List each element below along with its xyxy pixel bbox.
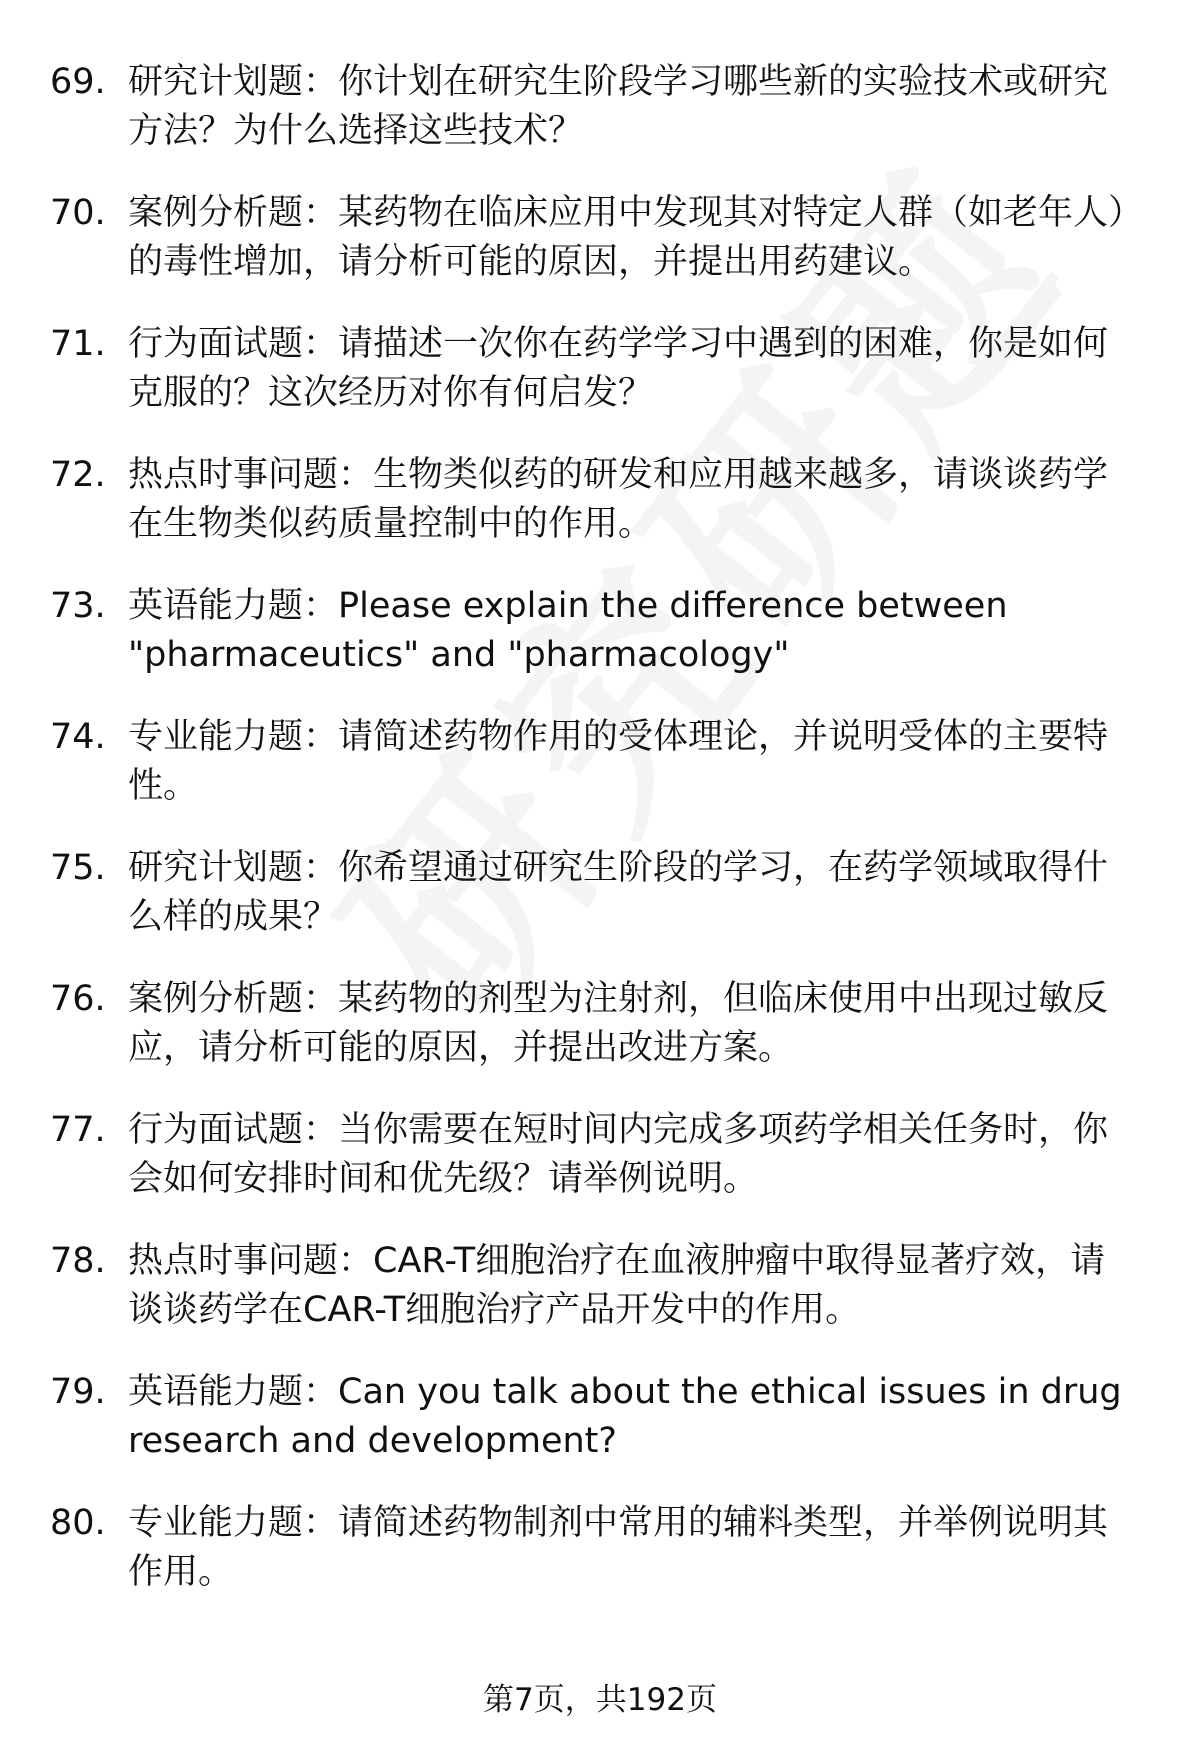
category-separator: ： xyxy=(303,1503,339,1543)
question-text: CAR-T细胞治疗在血液肿瘤中取得显著疗效，请谈谈药学在CAR-T细胞治疗产品开发中的作用。 xyxy=(128,1241,1106,1330)
question-number: 78. xyxy=(50,1241,106,1281)
category-separator: ： xyxy=(338,455,374,495)
question-item xyxy=(50,451,1140,549)
question-text: 某药物的剂型为注射剂，但临床使用中出现过敏反应，请分析可能的原因，并提出改进方案。 xyxy=(128,979,1109,1068)
question-text: 当你需要在短时间内完成多项药学相关任务时，你会如何安排时间和优先级？请举例说明。 xyxy=(128,1110,1109,1199)
question-category: 专业能力题 xyxy=(128,717,304,757)
question-item xyxy=(50,844,1140,942)
question-body xyxy=(128,844,1140,942)
question-number: 70. xyxy=(50,193,106,233)
category-separator: ： xyxy=(303,717,339,757)
question-number: 74. xyxy=(50,717,106,757)
question-category: 专业能力题 xyxy=(128,1503,304,1543)
question-body xyxy=(128,1499,1140,1597)
page-footer: 第7页，共192页 xyxy=(483,1682,717,1718)
question-body xyxy=(128,189,1140,287)
question-text: Can you talk about the ethical issues in drug research and development? xyxy=(128,1372,1122,1461)
question-item xyxy=(50,1368,1140,1466)
category-separator: ： xyxy=(303,586,339,626)
question-item xyxy=(50,713,1140,811)
question-category: 案例分析题 xyxy=(128,979,304,1019)
question-list xyxy=(50,58,1140,1630)
question-text: 某药物在临床应用中发现其对特定人群（如老年人）的毒性增加，请分析可能的原因，并提出用药建议。 xyxy=(128,193,1126,282)
question-number: 72. xyxy=(50,455,106,495)
category-separator: ： xyxy=(303,193,339,233)
question-text: 请描述一次你在药学学习中遇到的困难，你是如何克服的？这次经历对你有何启发？ xyxy=(128,324,1109,413)
question-category: 热点时事问题 xyxy=(128,455,339,495)
question-number: 69. xyxy=(50,62,106,102)
question-item xyxy=(50,582,1140,680)
question-item xyxy=(50,1106,1140,1204)
question-body xyxy=(128,713,1140,811)
question-category: 热点时事问题 xyxy=(128,1241,339,1281)
question-item xyxy=(50,320,1140,418)
question-category: 研究计划题 xyxy=(128,848,304,888)
question-body xyxy=(128,975,1140,1073)
question-item xyxy=(50,58,1140,156)
question-number: 75. xyxy=(50,848,106,888)
category-separator: ： xyxy=(303,979,339,1019)
question-category: 研究计划题 xyxy=(128,62,304,102)
question-category: 案例分析题 xyxy=(128,193,304,233)
question-body xyxy=(128,451,1140,549)
question-category: 英语能力题 xyxy=(128,586,304,626)
question-category: 英语能力题 xyxy=(128,1372,304,1412)
category-separator: ： xyxy=(303,62,339,102)
question-number: 76. xyxy=(50,979,106,1019)
question-item xyxy=(50,189,1140,287)
question-text: 你希望通过研究生阶段的学习，在药学领域取得什么样的成果？ xyxy=(128,848,1109,937)
question-item xyxy=(50,1237,1140,1335)
category-separator: ： xyxy=(303,1110,339,1150)
question-item xyxy=(50,1499,1140,1597)
question-number: 73. xyxy=(50,586,106,626)
question-item xyxy=(50,975,1140,1073)
question-body xyxy=(128,582,1140,680)
question-text: 请简述药物制剂中常用的辅料类型，并举例说明其作用。 xyxy=(128,1503,1109,1592)
question-text: 你计划在研究生阶段学习哪些新的实验技术或研究方法？为什么选择这些技术？ xyxy=(128,62,1109,151)
question-body xyxy=(128,58,1140,156)
category-separator: ： xyxy=(303,324,339,364)
question-category: 行为面试题 xyxy=(128,324,304,364)
category-separator: ： xyxy=(303,1372,339,1412)
question-number: 79. xyxy=(50,1372,106,1412)
question-text: 生物类似药的研发和应用越来越多，请谈谈药学在生物类似药质量控制中的作用。 xyxy=(128,455,1109,544)
category-separator: ： xyxy=(303,848,339,888)
question-text: Please explain the difference between "pharmaceutics" and "pharmacology" xyxy=(128,586,1008,675)
question-number: 71. xyxy=(50,324,106,364)
question-body xyxy=(128,1106,1140,1204)
question-body xyxy=(128,1237,1140,1335)
question-body xyxy=(128,320,1140,418)
question-number: 77. xyxy=(50,1110,106,1150)
question-body xyxy=(128,1368,1140,1466)
question-category: 行为面试题 xyxy=(128,1110,304,1150)
question-text: 请简述药物作用的受体理论，并说明受体的主要特性。 xyxy=(128,717,1109,806)
question-number: 80. xyxy=(50,1503,106,1543)
category-separator: ： xyxy=(338,1241,374,1281)
